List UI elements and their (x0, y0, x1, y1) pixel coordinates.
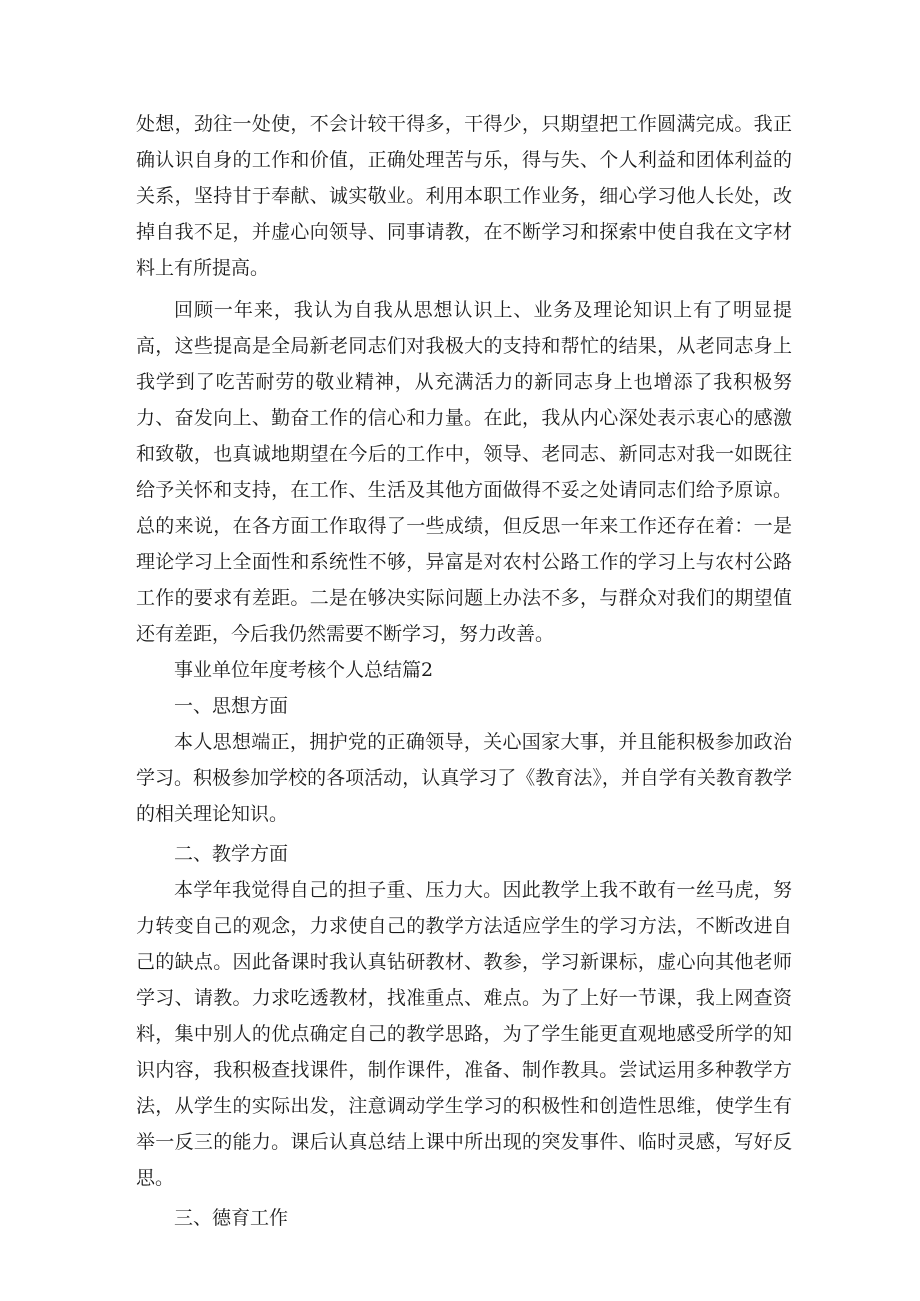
paragraph-thought: 本人思想端正，拥护党的正确领导，关心国家大事，并且能积极参加政治学习。积极参加学校的各项活动，认真学习了《教育法》，并自学有关教育教学的相关理论知识。 (136, 731, 792, 825)
document-body (136, 106, 792, 1236)
paragraph-1: 处想，劲往一处使，不会计较干得多，干得少，只期望把工作圆满完成。我正确认识自身的工作和价值，正确处理苦与乐，得与失、个人利益和团体利益的关系，坚持甘于奉献、诚实敬业。利用本职工作业务，细心学习他人长处，改掉自我不足，并虚心向领导、同事请教，在不断学习和探索中使自我在文字材料上有所提高。 (136, 113, 792, 279)
paragraph-teaching: 本学年我觉得自己的担子重、压力大。因此教学上我不敢有一丝马虎，努力转变自己的观念，力求使自己的教学方法适应学生的学习方法，不断改进自己的缺点。因此备课时我认真钻研教材、教参，学习新课标，虚心向其他老师学习、请教。力求吃透教材，找准重点、难点。为了上好一节课，我上网查资料，集中别人的优点确定自己的教学思路，为了学生能更直观地感受所学的知识内容，我积极查找课件，制作课件，准备、制作教具。尝试运用多种教学方法，从学生的实际出发，注意调动学生学习的积极性和创造性思维，使学生有举一反三的能力。课后认真总结上课中所出现的突发事件、临时灵感，写好反思。 (136, 879, 792, 1189)
heading-moral-education: 三、德育工作 (174, 1207, 289, 1229)
paragraph-2: 回顾一年来，我认为自我从思想认识上、业务及理论知识上有了明显提高，这些提高是全局新老同志们对我极大的支持和帮忙的结果，从老同志身上我学到了吃苦耐劳的敬业精神，从充满活力的新同志身上也增添了我积极努力、奋发向上、勤奋工作的信心和力量。在此，我从内心深处表示衷心的感激和致敬，也真诚地期望在今后的工作中，领导、老同志、新同志对我一如既往给予关怀和支持，在工作、生活及其他方面做得不妥之处请同志们给予原谅。总的来说，在各方面工作取得了一些成绩，但反思一年来工作还存在着：一是理论学习上全面性和系统性不够，异富是对农村公路工作的学习上与农村公路工作的要求有差距。二是在够决实际问题上办法不多，与群众对我们的期望值还有差距，今后我仍然需要不断学习，努力改善。 (136, 299, 792, 645)
heading-teaching: 二、教学方面 (174, 843, 289, 865)
heading-thought: 一、思想方面 (174, 695, 289, 717)
section-title: 事业单位年度考核个人总结篇2 (174, 659, 434, 681)
